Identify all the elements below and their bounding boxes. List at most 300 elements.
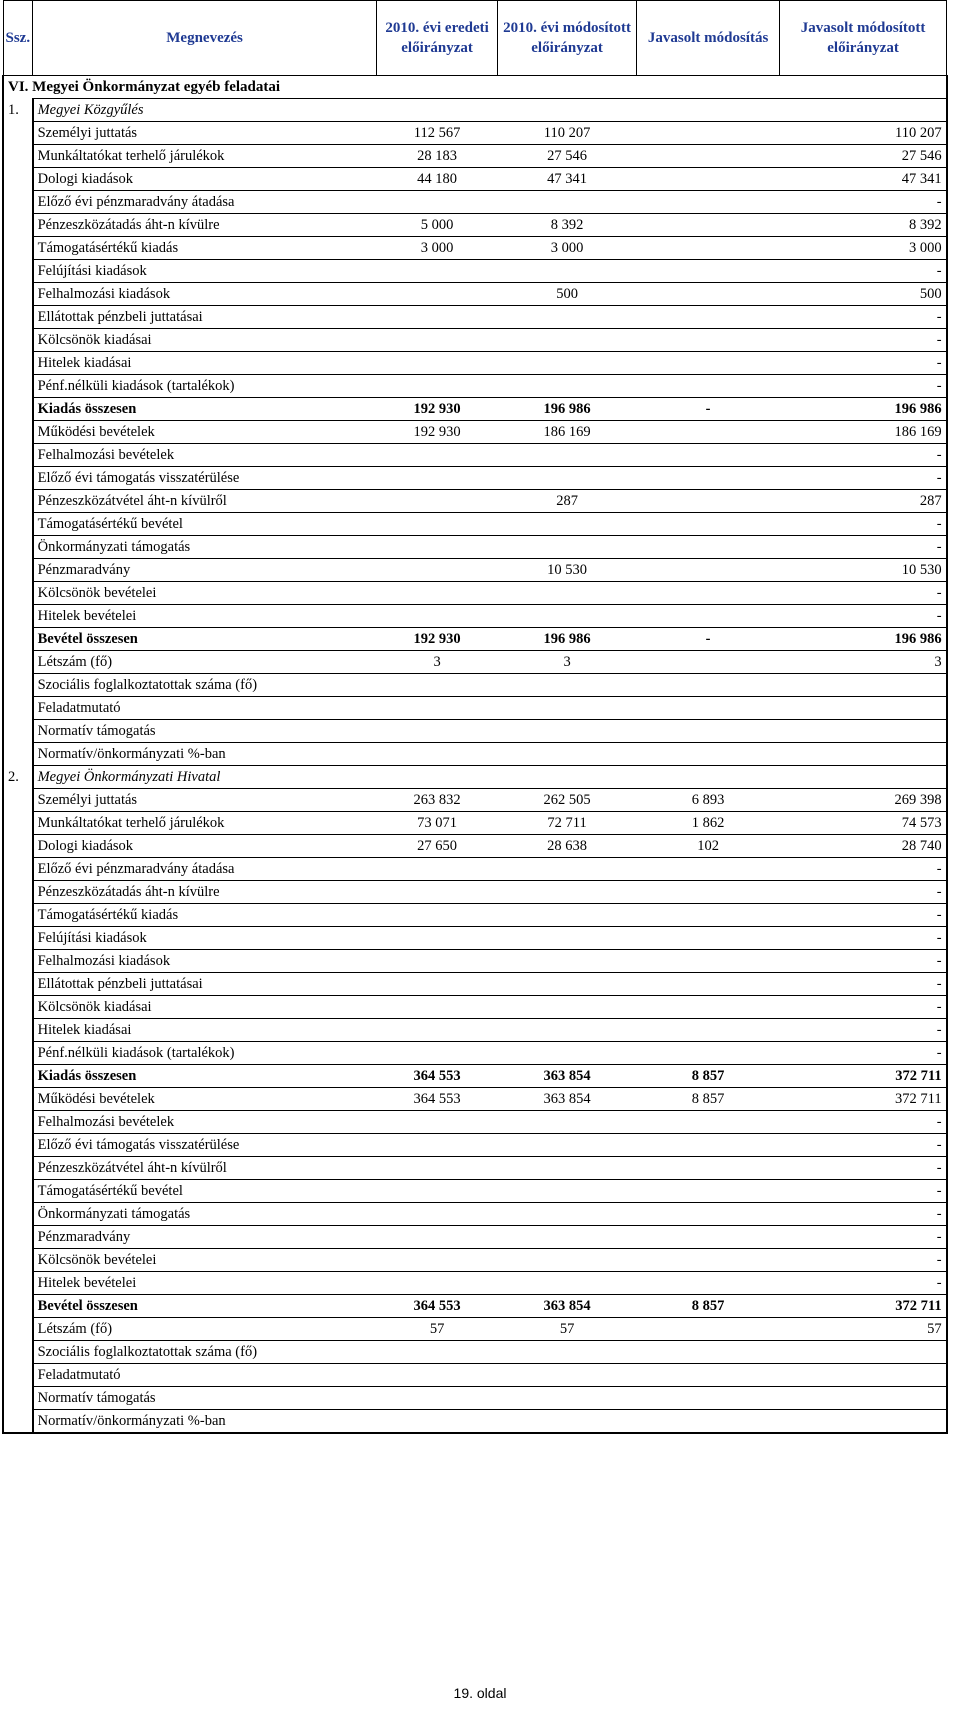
row-proposed-change-value <box>637 122 780 145</box>
row-proposed-change-value <box>637 260 780 283</box>
section-title: Megyei Önkormányzati Hivatal <box>33 766 947 789</box>
row-name: Működési bevételek <box>33 1088 377 1111</box>
row-proposed-change-value <box>637 283 780 306</box>
row-proposed-change-value <box>637 1042 780 1065</box>
row-name: Személyi juttatás <box>33 122 377 145</box>
row-modified-value: 110 207 <box>498 122 637 145</box>
row-modified-value: 10 530 <box>498 559 637 582</box>
row-original-value <box>377 1410 498 1434</box>
row-proposed-change-value: - <box>637 398 780 421</box>
row-proposed-change-value <box>637 1203 780 1226</box>
row-proposed-modified-value: 196 986 <box>780 628 947 651</box>
row-proposed-modified-value: - <box>780 582 947 605</box>
table-row <box>3 858 947 881</box>
row-proposed-modified-value: - <box>780 306 947 329</box>
table-row <box>3 191 947 214</box>
row-name: Önkormányzati támogatás <box>33 536 377 559</box>
row-name: Pénf.nélküli kiadások (tartalékok) <box>33 375 377 398</box>
table-row <box>3 835 947 858</box>
row-modified-value <box>498 375 637 398</box>
row-original-value <box>377 605 498 628</box>
row-modified-value <box>498 1111 637 1134</box>
row-proposed-change-value <box>637 651 780 674</box>
row-proposed-modified-value: - <box>780 1157 947 1180</box>
table-row <box>3 513 947 536</box>
row-name: Kiadás összesen <box>33 398 377 421</box>
row-original-value <box>377 513 498 536</box>
table-row <box>3 467 947 490</box>
row-original-value: 57 <box>377 1318 498 1341</box>
row-modified-value <box>498 513 637 536</box>
row-original-value: 44 180 <box>377 168 498 191</box>
row-proposed-modified-value: - <box>780 1249 947 1272</box>
row-proposed-change-value <box>637 720 780 743</box>
row-original-value: 5 000 <box>377 214 498 237</box>
row-ssz-cell <box>3 881 33 904</box>
row-proposed-modified-value <box>780 743 947 766</box>
table-row <box>3 1318 947 1341</box>
table-row <box>3 1019 947 1042</box>
row-proposed-modified-value: 47 341 <box>780 168 947 191</box>
row-name: Feladatmutató <box>33 1364 377 1387</box>
table-row <box>3 812 947 835</box>
table-row <box>3 421 947 444</box>
row-modified-value: 196 986 <box>498 398 637 421</box>
row-name: Szociális foglalkoztatottak száma (fő) <box>33 1341 377 1364</box>
row-ssz-cell <box>3 444 33 467</box>
row-name: Működési bevételek <box>33 421 377 444</box>
row-proposed-change-value <box>637 329 780 352</box>
table-row <box>3 628 947 651</box>
row-name: Ellátottak pénzbeli juttatásai <box>33 306 377 329</box>
row-modified-value <box>498 904 637 927</box>
table-row <box>3 283 947 306</box>
row-original-value <box>377 858 498 881</box>
row-ssz-cell <box>3 1341 33 1364</box>
row-ssz-cell <box>3 1134 33 1157</box>
row-name: Támogatásértékű bevétel <box>33 1180 377 1203</box>
row-modified-value <box>498 996 637 1019</box>
row-name: Normatív támogatás <box>33 720 377 743</box>
section-number: 2. <box>3 766 33 789</box>
row-ssz-cell <box>3 1065 33 1088</box>
row-proposed-change-value <box>637 467 780 490</box>
row-ssz-cell <box>3 1249 33 1272</box>
table-row <box>3 145 947 168</box>
row-proposed-change-value: 102 <box>637 835 780 858</box>
row-proposed-change-value <box>637 996 780 1019</box>
row-proposed-modified-value: - <box>780 904 947 927</box>
row-name: Hitelek bevételei <box>33 1272 377 1295</box>
row-ssz-cell <box>3 352 33 375</box>
row-ssz-cell <box>3 237 33 260</box>
row-proposed-modified-value: 372 711 <box>780 1065 947 1088</box>
row-modified-value <box>498 927 637 950</box>
row-proposed-change-value <box>637 881 780 904</box>
table-row <box>3 743 947 766</box>
row-ssz-cell <box>3 306 33 329</box>
table-row <box>3 1088 947 1111</box>
row-modified-value <box>498 973 637 996</box>
row-proposed-change-value <box>637 1019 780 1042</box>
row-proposed-change-value <box>637 490 780 513</box>
row-proposed-modified-value <box>780 1341 947 1364</box>
row-proposed-modified-value: - <box>780 467 947 490</box>
row-original-value: 3 <box>377 651 498 674</box>
row-name: Létszám (fő) <box>33 651 377 674</box>
table-row <box>3 1295 947 1318</box>
table-row <box>3 950 947 973</box>
table-row <box>3 927 947 950</box>
header-proposed-change: Javasolt módosítás <box>637 1 780 76</box>
chapter-title: VI. Megyei Önkormányzat egyéb feladatai <box>3 76 947 99</box>
row-ssz-cell <box>3 1042 33 1065</box>
row-modified-value: 262 505 <box>498 789 637 812</box>
row-name: Feladatmutató <box>33 697 377 720</box>
row-modified-value <box>498 1387 637 1410</box>
header-row <box>3 1 947 76</box>
row-ssz-cell <box>3 743 33 766</box>
row-proposed-change-value <box>637 858 780 881</box>
row-modified-value: 363 854 <box>498 1295 637 1318</box>
row-proposed-change-value <box>637 904 780 927</box>
row-proposed-change-value <box>637 927 780 950</box>
row-proposed-modified-value: - <box>780 605 947 628</box>
row-proposed-change-value <box>637 1111 780 1134</box>
row-proposed-modified-value: - <box>780 1111 947 1134</box>
table-row <box>3 720 947 743</box>
row-proposed-change-value <box>637 582 780 605</box>
row-ssz-cell <box>3 1364 33 1387</box>
row-proposed-modified-value: - <box>780 1042 947 1065</box>
row-ssz-cell <box>3 1387 33 1410</box>
page-number: 19. oldal <box>453 1685 507 1701</box>
row-ssz-cell <box>3 214 33 237</box>
row-modified-value <box>498 950 637 973</box>
row-proposed-modified-value: 3 000 <box>780 237 947 260</box>
row-original-value: 263 832 <box>377 789 498 812</box>
row-name: Felhalmozási bevételek <box>33 1111 377 1134</box>
row-proposed-change-value <box>637 1134 780 1157</box>
row-original-value <box>377 743 498 766</box>
row-proposed-modified-value <box>780 697 947 720</box>
row-modified-value: 27 546 <box>498 145 637 168</box>
row-ssz-cell <box>3 1272 33 1295</box>
row-original-value <box>377 927 498 950</box>
row-modified-value: 196 986 <box>498 628 637 651</box>
row-proposed-change-value <box>637 375 780 398</box>
row-name: Munkáltatókat terhelő járulékok <box>33 812 377 835</box>
row-original-value <box>377 536 498 559</box>
row-name: Normatív/önkormányzati %-ban <box>33 1410 377 1434</box>
row-original-value <box>377 881 498 904</box>
table-row <box>3 214 947 237</box>
row-proposed-change-value <box>637 191 780 214</box>
row-name: Felhalmozási kiadások <box>33 950 377 973</box>
row-name: Felhalmozási kiadások <box>33 283 377 306</box>
row-modified-value: 363 854 <box>498 1065 637 1088</box>
budget-table <box>2 0 948 1434</box>
row-name: Támogatásértékű kiadás <box>33 904 377 927</box>
table-row <box>3 789 947 812</box>
row-name: Előző évi támogatás visszatérülése <box>33 1134 377 1157</box>
row-ssz-cell <box>3 674 33 697</box>
row-modified-value <box>498 1364 637 1387</box>
row-proposed-modified-value <box>780 720 947 743</box>
row-proposed-modified-value: - <box>780 444 947 467</box>
row-proposed-change-value: 1 862 <box>637 812 780 835</box>
row-name: Kölcsönök bevételei <box>33 582 377 605</box>
row-ssz-cell <box>3 260 33 283</box>
row-original-value: 27 650 <box>377 835 498 858</box>
row-original-value <box>377 329 498 352</box>
row-proposed-modified-value: 3 <box>780 651 947 674</box>
row-modified-value <box>498 1410 637 1434</box>
header-original: 2010. évi eredeti előirányzat <box>377 1 498 76</box>
table-row <box>3 168 947 191</box>
row-ssz-cell <box>3 513 33 536</box>
section-row <box>3 99 947 122</box>
row-name: Létszám (fő) <box>33 1318 377 1341</box>
row-modified-value <box>498 467 637 490</box>
table-body <box>3 76 947 1434</box>
table-row <box>3 444 947 467</box>
table-row <box>3 1065 947 1088</box>
row-proposed-modified-value: - <box>780 260 947 283</box>
row-proposed-change-value <box>637 1180 780 1203</box>
row-ssz-cell <box>3 1203 33 1226</box>
row-ssz-cell <box>3 1226 33 1249</box>
table-row <box>3 375 947 398</box>
row-proposed-modified-value: - <box>780 1180 947 1203</box>
row-ssz-cell <box>3 1410 33 1434</box>
header-proposed-modified: Javasolt módosított előirányzat <box>780 1 947 76</box>
row-name: Munkáltatókat terhelő járulékok <box>33 145 377 168</box>
table-row <box>3 260 947 283</box>
row-proposed-modified-value: 57 <box>780 1318 947 1341</box>
section-number: 1. <box>3 99 33 122</box>
row-proposed-change-value: - <box>637 628 780 651</box>
row-proposed-change-value <box>637 1387 780 1410</box>
row-modified-value <box>498 1203 637 1226</box>
row-name: Pénzeszközátadás áht-n kívülre <box>33 881 377 904</box>
row-original-value <box>377 1249 498 1272</box>
row-name: Kölcsönök kiadásai <box>33 996 377 1019</box>
row-modified-value: 500 <box>498 283 637 306</box>
row-modified-value: 186 169 <box>498 421 637 444</box>
row-ssz-cell <box>3 996 33 1019</box>
row-modified-value: 28 638 <box>498 835 637 858</box>
row-original-value <box>377 1272 498 1295</box>
row-name: Előző évi pénzmaradvány átadása <box>33 858 377 881</box>
row-modified-value <box>498 306 637 329</box>
row-name: Pénzmaradvány <box>33 1226 377 1249</box>
row-modified-value: 3 000 <box>498 237 637 260</box>
table-row <box>3 582 947 605</box>
row-ssz-cell <box>3 973 33 996</box>
row-ssz-cell <box>3 398 33 421</box>
table-row <box>3 881 947 904</box>
table-row <box>3 651 947 674</box>
table-row <box>3 122 947 145</box>
row-ssz-cell <box>3 168 33 191</box>
table-row <box>3 904 947 927</box>
table-row <box>3 996 947 1019</box>
row-proposed-modified-value: 196 986 <box>780 398 947 421</box>
row-name: Szociális foglalkoztatottak száma (fő) <box>33 674 377 697</box>
row-proposed-change-value <box>637 513 780 536</box>
row-ssz-cell <box>3 191 33 214</box>
row-proposed-modified-value: - <box>780 927 947 950</box>
row-proposed-modified-value: - <box>780 950 947 973</box>
row-name: Bevétel összesen <box>33 628 377 651</box>
row-proposed-change-value <box>637 421 780 444</box>
row-ssz-cell <box>3 628 33 651</box>
row-modified-value: 47 341 <box>498 168 637 191</box>
row-proposed-change-value <box>637 973 780 996</box>
row-original-value: 192 930 <box>377 398 498 421</box>
row-original-value <box>377 1226 498 1249</box>
row-ssz-cell <box>3 812 33 835</box>
row-proposed-modified-value: - <box>780 973 947 996</box>
row-modified-value <box>498 329 637 352</box>
row-modified-value <box>498 674 637 697</box>
row-modified-value: 72 711 <box>498 812 637 835</box>
row-proposed-modified-value: - <box>780 1272 947 1295</box>
row-proposed-change-value <box>637 536 780 559</box>
row-ssz-cell <box>3 950 33 973</box>
row-proposed-change-value <box>637 559 780 582</box>
table-row <box>3 1410 947 1434</box>
row-name: Önkormányzati támogatás <box>33 1203 377 1226</box>
row-original-value: 112 567 <box>377 122 498 145</box>
row-proposed-modified-value: - <box>780 1019 947 1042</box>
row-proposed-change-value: 8 857 <box>637 1295 780 1318</box>
header-ssz: Ssz. <box>3 1 33 76</box>
row-original-value <box>377 674 498 697</box>
row-original-value <box>377 191 498 214</box>
row-proposed-change-value <box>637 1272 780 1295</box>
row-proposed-change-value <box>637 1341 780 1364</box>
row-name: Hitelek bevételei <box>33 605 377 628</box>
row-modified-value <box>498 444 637 467</box>
table-row <box>3 1364 947 1387</box>
row-original-value <box>377 973 498 996</box>
row-name: Dologi kiadások <box>33 168 377 191</box>
row-name: Normatív támogatás <box>33 1387 377 1410</box>
row-proposed-modified-value <box>780 1410 947 1434</box>
row-modified-value <box>498 605 637 628</box>
table-row <box>3 1111 947 1134</box>
row-ssz-cell <box>3 490 33 513</box>
row-name: Kölcsönök bevételei <box>33 1249 377 1272</box>
row-proposed-modified-value: 372 711 <box>780 1295 947 1318</box>
row-original-value <box>377 444 498 467</box>
row-original-value <box>377 1180 498 1203</box>
row-ssz-cell <box>3 720 33 743</box>
row-original-value: 3 000 <box>377 237 498 260</box>
row-modified-value <box>498 1272 637 1295</box>
row-original-value: 28 183 <box>377 145 498 168</box>
row-original-value <box>377 950 498 973</box>
row-modified-value <box>498 1019 637 1042</box>
row-modified-value <box>498 1341 637 1364</box>
row-ssz-cell <box>3 904 33 927</box>
row-proposed-change-value <box>637 743 780 766</box>
row-name: Felújítási kiadások <box>33 927 377 950</box>
row-original-value <box>377 375 498 398</box>
row-name: Ellátottak pénzbeli juttatásai <box>33 973 377 996</box>
row-ssz-cell <box>3 1088 33 1111</box>
row-original-value: 364 553 <box>377 1088 498 1111</box>
row-modified-value <box>498 1249 637 1272</box>
row-proposed-modified-value: - <box>780 881 947 904</box>
table-row <box>3 674 947 697</box>
row-ssz-cell <box>3 697 33 720</box>
table-row <box>3 1180 947 1203</box>
row-modified-value <box>498 858 637 881</box>
row-ssz-cell <box>3 559 33 582</box>
row-proposed-modified-value <box>780 1387 947 1410</box>
table-row <box>3 352 947 375</box>
row-original-value <box>377 1364 498 1387</box>
row-original-value <box>377 904 498 927</box>
table-row <box>3 237 947 260</box>
row-name: Felújítási kiadások <box>33 260 377 283</box>
row-ssz-cell <box>3 421 33 444</box>
table-row <box>3 605 947 628</box>
row-modified-value: 287 <box>498 490 637 513</box>
row-proposed-modified-value <box>780 674 947 697</box>
row-ssz-cell <box>3 835 33 858</box>
row-original-value <box>377 582 498 605</box>
table-row <box>3 1157 947 1180</box>
row-name: Kiadás összesen <box>33 1065 377 1088</box>
row-proposed-modified-value: 186 169 <box>780 421 947 444</box>
row-ssz-cell <box>3 927 33 950</box>
row-ssz-cell <box>3 582 33 605</box>
row-original-value <box>377 467 498 490</box>
row-name: Pénzeszközátadás áht-n kívülre <box>33 214 377 237</box>
row-original-value: 192 930 <box>377 628 498 651</box>
row-ssz-cell <box>3 1157 33 1180</box>
row-original-value <box>377 1111 498 1134</box>
row-proposed-change-value <box>637 1364 780 1387</box>
row-modified-value <box>498 536 637 559</box>
row-proposed-modified-value: 27 546 <box>780 145 947 168</box>
table-row <box>3 329 947 352</box>
row-proposed-change-value: 6 893 <box>637 789 780 812</box>
row-ssz-cell <box>3 536 33 559</box>
row-name: Pénf.nélküli kiadások (tartalékok) <box>33 1042 377 1065</box>
row-proposed-change-value <box>637 697 780 720</box>
row-modified-value <box>498 743 637 766</box>
row-proposed-modified-value: - <box>780 858 947 881</box>
row-proposed-modified-value: 500 <box>780 283 947 306</box>
row-proposed-modified-value: 372 711 <box>780 1088 947 1111</box>
row-original-value <box>377 1203 498 1226</box>
row-proposed-modified-value: - <box>780 1226 947 1249</box>
chapter-row <box>3 76 947 99</box>
row-ssz-cell <box>3 1111 33 1134</box>
row-modified-value <box>498 352 637 375</box>
row-proposed-change-value <box>637 605 780 628</box>
row-original-value: 192 930 <box>377 421 498 444</box>
row-original-value: 364 553 <box>377 1065 498 1088</box>
row-name: Felhalmozási bevételek <box>33 444 377 467</box>
row-modified-value <box>498 191 637 214</box>
table-row <box>3 973 947 996</box>
